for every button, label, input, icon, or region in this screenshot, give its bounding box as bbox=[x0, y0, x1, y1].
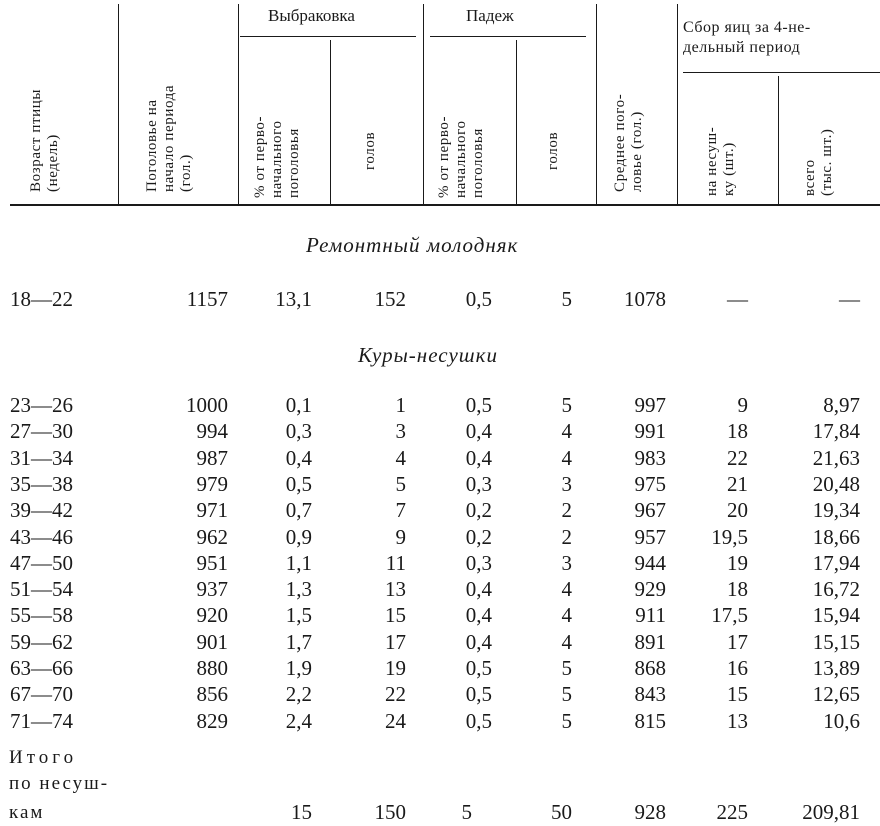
cell-culling-pct: 2,4 bbox=[285, 708, 312, 733]
cell-eggs-per-layer: 19,5 bbox=[711, 524, 748, 549]
cell-stock-start: 1157 bbox=[186, 287, 228, 311]
cell-culling-pct: 1,5 bbox=[285, 603, 312, 628]
table-row bbox=[0, 472, 880, 496]
eggs-group-rule bbox=[683, 72, 880, 73]
cell-eggs-total: 16,72 bbox=[812, 577, 860, 602]
col-divider-4 bbox=[423, 4, 424, 204]
cell-eggs-per-layer: 21 bbox=[727, 471, 748, 496]
col-divider-7 bbox=[677, 4, 678, 204]
cell-culling-pct: 0,1 bbox=[285, 393, 312, 417]
cell-stock-start: 971 bbox=[196, 498, 228, 523]
cell-culling-pct: 1,1 bbox=[285, 550, 312, 575]
col-divider-2 bbox=[238, 4, 239, 204]
cell-avg-stock: 868 bbox=[634, 656, 666, 680]
cell-culling-heads: 22 bbox=[385, 682, 406, 707]
mortality-group-rule bbox=[430, 36, 586, 37]
cell-culling-heads: 17 bbox=[385, 629, 406, 654]
cell-stock-start: 951 bbox=[196, 550, 228, 575]
cell-mortality-heads: 4 bbox=[561, 629, 572, 654]
cell-eggs-total: 10,6 bbox=[823, 708, 860, 733]
cell-mortality-heads: 4 bbox=[561, 419, 572, 444]
culling-group-rule bbox=[240, 36, 416, 37]
header-bottom-rule bbox=[10, 204, 880, 206]
cell-stock-start: 987 bbox=[196, 445, 228, 470]
cell-culling-heads: 3 bbox=[395, 419, 406, 444]
col-divider-5 bbox=[516, 40, 517, 204]
cell-age: 18—22 bbox=[10, 287, 73, 311]
cell-stock-start: 829 bbox=[196, 708, 228, 733]
table-row bbox=[0, 419, 880, 443]
cell-stock-start: 856 bbox=[196, 682, 228, 707]
cell-mortality-pct: 0,3 bbox=[465, 471, 492, 496]
cell-culling-heads: 15 bbox=[385, 603, 406, 628]
cell-culling-heads: 13 bbox=[385, 577, 406, 602]
cell-eggs-per-layer: 18 bbox=[727, 419, 748, 444]
cell-culling-pct: 1,9 bbox=[285, 656, 312, 680]
cell-age: 47—50 bbox=[10, 550, 73, 575]
header-eggs-total: всего (тыс. шт.) bbox=[802, 128, 835, 196]
header-stock-start: Поголовье на начало периода (гол.) bbox=[144, 84, 194, 192]
total-eggs-total: 209,81 bbox=[802, 800, 860, 824]
cell-mortality-pct: 0,4 bbox=[465, 629, 492, 654]
cell-stock-start: 1000 bbox=[186, 393, 228, 417]
cell-culling-heads: 7 bbox=[395, 498, 406, 523]
cell-stock-start: 979 bbox=[196, 471, 228, 496]
cell-eggs-total: 8,97 bbox=[823, 393, 860, 417]
cell-eggs-total: 15,15 bbox=[812, 629, 860, 654]
cell-culling-heads: 152 bbox=[374, 287, 406, 311]
cell-culling-pct: 0,4 bbox=[285, 445, 312, 470]
cell-eggs-per-layer: 19 bbox=[727, 550, 748, 575]
cell-culling-pct: 0,7 bbox=[285, 498, 312, 523]
cell-culling-pct: 1,3 bbox=[285, 577, 312, 602]
col-divider-3 bbox=[330, 40, 331, 204]
cell-mortality-heads: 5 bbox=[561, 393, 572, 417]
cell-mortality-heads: 4 bbox=[561, 603, 572, 628]
cell-age: 59—62 bbox=[10, 629, 73, 654]
cell-eggs-per-layer: 15 bbox=[727, 682, 748, 707]
cell-mortality-pct: 0,5 bbox=[465, 287, 492, 311]
cell-culling-heads: 1 bbox=[395, 393, 406, 417]
cell-culling-pct: 0,5 bbox=[285, 471, 312, 496]
cell-avg-stock: 815 bbox=[634, 708, 666, 733]
total-culling-heads: 150 bbox=[374, 800, 406, 824]
cell-mortality-pct: 0,4 bbox=[465, 603, 492, 628]
cell-age: 27—30 bbox=[10, 419, 73, 444]
cell-eggs-per-layer: 17,5 bbox=[711, 603, 748, 628]
total-label-line-1: Итого bbox=[9, 747, 78, 768]
cell-culling-pct: 2,2 bbox=[285, 682, 312, 707]
cell-mortality-pct: 0,5 bbox=[465, 708, 492, 733]
header-mortality-heads: голов bbox=[545, 131, 561, 170]
cell-eggs-total: 18,66 bbox=[812, 524, 860, 549]
table-row-total bbox=[0, 800, 880, 824]
header-culling-pct: % от перво- начального поголовья bbox=[252, 115, 302, 198]
cell-age: 31—34 bbox=[10, 445, 73, 470]
table-row bbox=[0, 709, 880, 733]
cell-eggs-total: 19,34 bbox=[812, 498, 860, 523]
cell-mortality-heads: 5 bbox=[561, 682, 572, 707]
cell-avg-stock: 991 bbox=[634, 419, 666, 444]
cell-mortality-pct: 0,4 bbox=[465, 577, 492, 602]
cell-mortality-pct: 0,5 bbox=[465, 656, 492, 680]
cell-mortality-heads: 4 bbox=[561, 445, 572, 470]
cell-culling-pct: 0,9 bbox=[285, 524, 312, 549]
cell-avg-stock: 891 bbox=[634, 629, 666, 654]
cell-eggs-total: — bbox=[839, 287, 860, 311]
cell-eggs-total: 13,89 bbox=[812, 656, 860, 680]
cell-culling-heads: 19 bbox=[385, 656, 406, 680]
cell-culling-heads: 24 bbox=[385, 708, 406, 733]
cell-avg-stock: 929 bbox=[634, 577, 666, 602]
cell-eggs-total: 21,63 bbox=[812, 445, 860, 470]
cell-mortality-pct: 0,5 bbox=[465, 393, 492, 417]
cell-eggs-total: 20,48 bbox=[812, 471, 860, 496]
cell-stock-start: 880 bbox=[196, 656, 228, 680]
cell-culling-heads: 11 bbox=[385, 550, 406, 575]
table-row bbox=[0, 682, 880, 706]
cell-mortality-heads: 4 bbox=[561, 577, 572, 602]
table-row-young bbox=[0, 287, 880, 311]
cell-culling-pct: 13,1 bbox=[275, 287, 312, 311]
table-row bbox=[0, 525, 880, 549]
table-row bbox=[0, 656, 880, 680]
cell-age: 71—74 bbox=[10, 708, 73, 733]
cell-culling-pct: 0,3 bbox=[285, 419, 312, 444]
cell-age: 23—26 bbox=[10, 393, 73, 417]
cell-mortality-heads: 5 bbox=[561, 287, 572, 311]
cell-culling-heads: 4 bbox=[395, 445, 406, 470]
total-mortality-heads: 50 bbox=[551, 800, 572, 824]
table-row bbox=[0, 393, 880, 417]
header-eggs-per-layer: на несуш- ку (шт.) bbox=[704, 126, 737, 196]
cell-avg-stock: 967 bbox=[634, 498, 666, 523]
section-title-layers: Куры-несушки bbox=[358, 343, 498, 367]
cell-mortality-heads: 5 bbox=[561, 656, 572, 680]
total-label-line-3: кам bbox=[9, 802, 45, 823]
cell-mortality-pct: 0,3 bbox=[465, 550, 492, 575]
cell-stock-start: 937 bbox=[196, 577, 228, 602]
cell-mortality-pct: 0,5 bbox=[465, 682, 492, 707]
cell-culling-heads: 9 bbox=[395, 524, 406, 549]
header-mortality-pct: % от перво- начального поголовья bbox=[436, 115, 486, 198]
cell-age: 39—42 bbox=[10, 498, 73, 523]
header-culling-heads: голов bbox=[362, 131, 378, 170]
cell-eggs-total: 15,94 bbox=[812, 603, 860, 628]
table-row bbox=[0, 446, 880, 470]
header-mortality: Падеж bbox=[466, 6, 514, 25]
cell-age: 63—66 bbox=[10, 656, 73, 680]
header-culling: Выбраковка bbox=[268, 6, 355, 25]
table-row bbox=[0, 498, 880, 522]
cell-eggs-per-layer: 22 bbox=[727, 445, 748, 470]
table-row bbox=[0, 551, 880, 575]
table-row bbox=[0, 577, 880, 601]
cell-mortality-heads: 2 bbox=[561, 524, 572, 549]
cell-age: 35—38 bbox=[10, 471, 73, 496]
cell-eggs-per-layer: 17 bbox=[727, 629, 748, 654]
cell-avg-stock: 843 bbox=[634, 682, 666, 707]
cell-stock-start: 901 bbox=[196, 629, 228, 654]
cell-age: 55—58 bbox=[10, 603, 73, 628]
col-divider-8 bbox=[778, 76, 779, 204]
cell-culling-pct: 1,7 bbox=[285, 629, 312, 654]
cell-avg-stock: 983 bbox=[634, 445, 666, 470]
cell-mortality-heads: 3 bbox=[561, 550, 572, 575]
header-eggs: Сбор яиц за 4-не- дельный период bbox=[683, 19, 811, 56]
cell-eggs-total: 17,94 bbox=[812, 550, 860, 575]
cell-eggs-total: 17,84 bbox=[812, 419, 860, 444]
cell-eggs-per-layer: — bbox=[727, 287, 748, 311]
cell-mortality-pct: 0,4 bbox=[465, 445, 492, 470]
col-divider-6 bbox=[596, 4, 597, 204]
cell-avg-stock: 957 bbox=[634, 524, 666, 549]
table-row bbox=[0, 630, 880, 654]
cell-avg-stock: 1078 bbox=[624, 287, 666, 311]
cell-mortality-heads: 3 bbox=[561, 471, 572, 496]
col-divider-1 bbox=[118, 4, 119, 204]
total-label-line-2: по несуш- bbox=[9, 773, 110, 794]
total-mortality-pct: 5 bbox=[461, 800, 472, 824]
cell-mortality-pct: 0,4 bbox=[465, 419, 492, 444]
cell-avg-stock: 944 bbox=[634, 550, 666, 575]
cell-eggs-per-layer: 18 bbox=[727, 577, 748, 602]
cell-eggs-per-layer: 9 bbox=[737, 393, 748, 417]
cell-mortality-heads: 2 bbox=[561, 498, 572, 523]
cell-mortality-pct: 0,2 bbox=[465, 524, 492, 549]
cell-mortality-heads: 5 bbox=[561, 708, 572, 733]
cell-mortality-pct: 0,2 bbox=[465, 498, 492, 523]
cell-age: 43—46 bbox=[10, 524, 73, 549]
header-avg-stock: Среднее пого- ловье (гол.) bbox=[612, 93, 645, 192]
cell-culling-heads: 5 bbox=[395, 471, 406, 496]
header-age: Возраст птицы (недель) bbox=[28, 88, 61, 192]
cell-age: 67—70 bbox=[10, 682, 73, 707]
cell-stock-start: 920 bbox=[196, 603, 228, 628]
table-row bbox=[0, 603, 880, 627]
cell-avg-stock: 911 bbox=[635, 603, 666, 628]
cell-stock-start: 994 bbox=[196, 419, 228, 444]
total-eggs-per-layer: 225 bbox=[716, 800, 748, 824]
cell-eggs-per-layer: 20 bbox=[727, 498, 748, 523]
cell-avg-stock: 975 bbox=[634, 471, 666, 496]
cell-age: 51—54 bbox=[10, 577, 73, 602]
cell-avg-stock: 997 bbox=[634, 393, 666, 417]
cell-eggs-per-layer: 16 bbox=[727, 656, 748, 680]
cell-stock-start: 962 bbox=[196, 524, 228, 549]
total-culling-pct: 15 bbox=[291, 800, 312, 824]
cell-eggs-total: 12,65 bbox=[812, 682, 860, 707]
section-title-young: Ремонтный молодняк bbox=[306, 233, 519, 257]
cell-eggs-per-layer: 13 bbox=[727, 708, 748, 733]
total-avg-stock: 928 bbox=[634, 800, 666, 824]
